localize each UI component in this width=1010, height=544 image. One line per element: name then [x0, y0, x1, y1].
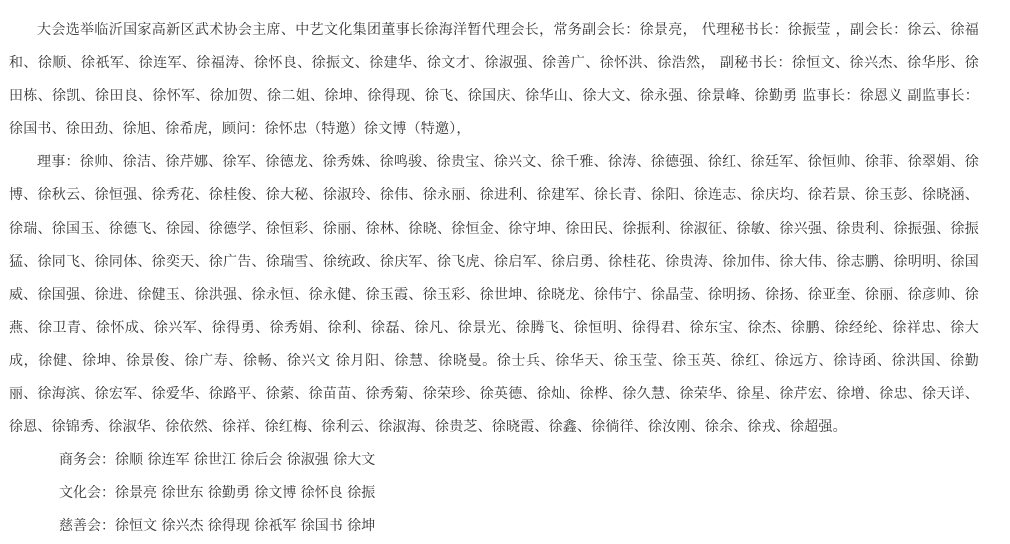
committee-members: 徐顺 徐连军 徐世江 徐后会 徐淑强 徐大文 [115, 452, 376, 469]
committee-business [9, 444, 979, 477]
committee-culture [9, 477, 979, 510]
committee-label: 文化会： [59, 485, 115, 502]
intro-paragraph: 大会选举临沂国家高新区武术协会主席、中艺文化集团董事长徐海洋暂代理会长，常务副会长：徐景亮， 代理秘书长：徐振莹 ，副会长：徐云、徐福和、徐顺、徐祇军、徐连军、徐福涛、徐怀良、徐振文、徐建华、徐文才、徐淑强、徐善广、徐怀洪、徐浩然， 副秘书长：徐恒文、徐兴杰、徐华彤、徐田栋、徐凯、徐田良、徐怀军、徐加贺、徐二姐、徐坤、徐得现、徐飞、徐国庆、徐华山、徐大文、徐永强、徐景峰、徐勤勇 监事长：徐恩义 副监事长：徐国书、徐田劲、徐旭、徐希虎，顾问：徐怀忠（特邀）徐文博（特邀）， [9, 22, 979, 138]
directors-paragraph: 理事：徐帅、徐洁、徐芹娜、徐军、徐德龙、徐秀姝、徐鸣骏、徐贵宝、徐兴文、徐千雅、徐涛、徐德强、徐红、徐廷军、徐恒帅、徐菲、徐翠娟、徐博、徐秋云、徐恒强、徐秀花、徐桂俊、徐大秘、徐淑玲、徐伟、徐永丽、徐进利、徐建军、徐长青、徐阳、徐连志、徐庆均、徐若景、徐玉彭、徐晓涵、徐瑞、徐国玉、徐德飞、徐园、徐德学、徐恒彩、徐丽、徐林、徐晓、徐恒金、徐守坤、徐田民、徐振利、徐淑征、徐敏、徐兴强、徐贵利、徐振强、徐振猛、徐同飞、徐同体、徐奕天、徐广告、徐瑞雪、徐统政、徐庆军、徐飞虎、徐启军、徐启勇、徐桂花、徐贵涛、徐加伟、徐大伟、徐志鹏、徐明明、徐国威、徐国强、徐进、徐健玉、徐洪强、徐永恒、徐永健、徐玉霞、徐玉彩、徐世坤、徐晓龙、徐伟宁、徐晶莹、徐明扬、徐扬、徐亚奎、徐丽、徐彦帅、徐燕、徐卫青、徐怀成、徐兴军、徐得勇、徐秀娟、徐利、徐磊、徐凡、徐景光、徐腾飞、徐恒明、徐得君、徐东宝、徐杰、徐鹏、徐经纶、徐祥忠、徐大成，徐健、徐坤、徐景俊、徐广寿、徐畅、徐兴文 徐月阳、徐慧、徐晓曼。徐士兵、徐华天、徐玉莹、徐玉英、徐红、徐远方、徐诗函、徐洪国、徐勤丽、徐海滨、徐宏军、徐爱华、徐路平、徐萦、徐苗苗、徐秀菊、徐荣珍、徐英德、徐灿、徐桦、徐久慧、徐荣华、徐星、徐芹宏、徐增、徐忠、徐天详、徐恩、徐锦秀、徐淑华、徐依然、徐祥、徐红梅、徐利云、徐淑海、徐贵芝、徐晓霞、徐鑫、徐徜徉、徐汝刚、徐余、徐戎、徐超强。 [9, 154, 979, 436]
committee-members: 徐景亮 徐世东 徐勤勇 徐文博 徐怀良 徐振 [115, 485, 376, 502]
committee-label: 商务会： [59, 452, 115, 469]
committee-label: 慈善会： [59, 518, 115, 535]
committee-members: 徐恒文 徐兴杰 徐得现 徐祇军 徐国书 徐坤 [115, 518, 376, 535]
document-body [9, 14, 979, 544]
